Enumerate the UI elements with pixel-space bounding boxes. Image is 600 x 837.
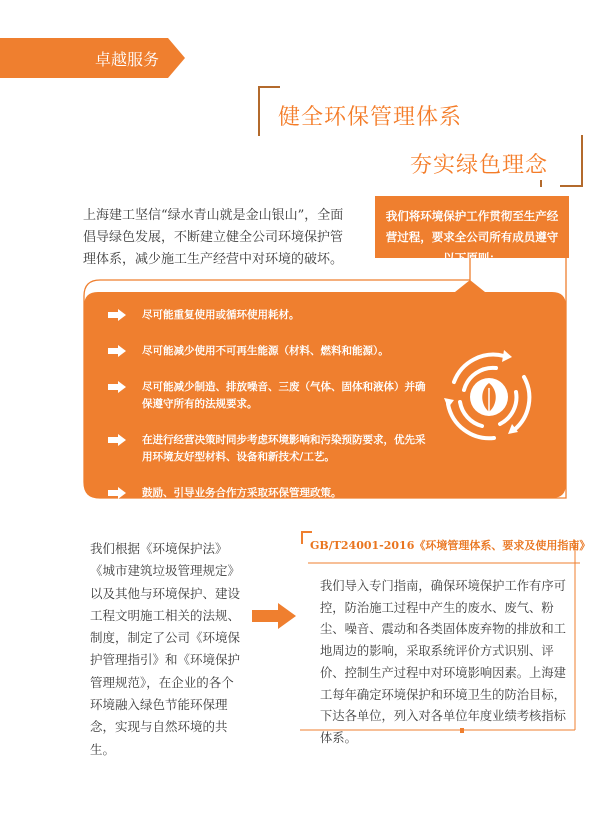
arrow-right-icon — [108, 381, 126, 393]
principles-note: 我们将环境保护工作贯彻至生产经营过程，要求全公司所有成员遵守以下原则： — [375, 196, 569, 258]
arrow-right-icon — [252, 603, 296, 629]
list-item: 在进行经营决策时同步考虑环境影响和污染预防要求，优先采用环境友好型材料、设备和新技术/工艺。 — [108, 432, 428, 466]
standard-title: GB/T24001-2016《环境管理体系、要求及使用指南》 — [310, 539, 591, 552]
intro-paragraph: 上海建工坚信“绿水青山就是金山银山”，全面倡导绿色发展，不断建立健全公司环境保护管理体系，减少施工生产经营中对环境的破坏。 — [83, 208, 344, 267]
list-item: 尽可能重复使用或循环使用耗材。 — [108, 307, 428, 324]
list-item: 鼓励、引导业务合作方采取环保管理政策。 — [108, 485, 428, 502]
list-item: 尽可能减少制造、排放噪音、三废（气体、固体和液体）并确保遵守所有的法规要求。 — [108, 379, 428, 413]
arrow-right-icon — [108, 309, 126, 321]
eco-leaf-icon — [434, 342, 544, 452]
arrow-right-icon — [108, 434, 126, 446]
arrow-right-icon — [108, 345, 126, 357]
principles-list — [108, 296, 428, 502]
page-subtitle: 夯实绿色理念 — [410, 153, 549, 178]
standard-paragraph: 我们导入专门指南，确保环境保护工作有序可控，防治施工过程中产生的废水、废气、粉尘、噪音、震动和各类固体废弃物的排放和工地周边的影响，采取系统评价方式识别、评价、控制生产过程中对环境影响因素。上海建工每年确定环境保护和环境卫生的防治目标，下达各单位，列入对各单位年度业绩考核指标体系。 — [320, 579, 566, 745]
regulations-paragraph: 我们根据《环境保护法》《城市建筑垃圾管理规定》以及其他与环境保护、建设工程文明施工相关的法规、制度，制定了公司《环境保护管理指引》和《环境保护管理规范》，在企业的各个环境融入绿色节能环保理念，实现与自然环境的共生。 — [90, 541, 241, 757]
page-title: 健全环保管理体系 — [278, 105, 463, 130]
section-tag-label: 卓越服务 — [95, 50, 160, 69]
list-item: 尽可能减少使用不可再生能源（材料、燃料和能源）。 — [108, 343, 428, 360]
arrow-right-icon — [108, 487, 126, 499]
